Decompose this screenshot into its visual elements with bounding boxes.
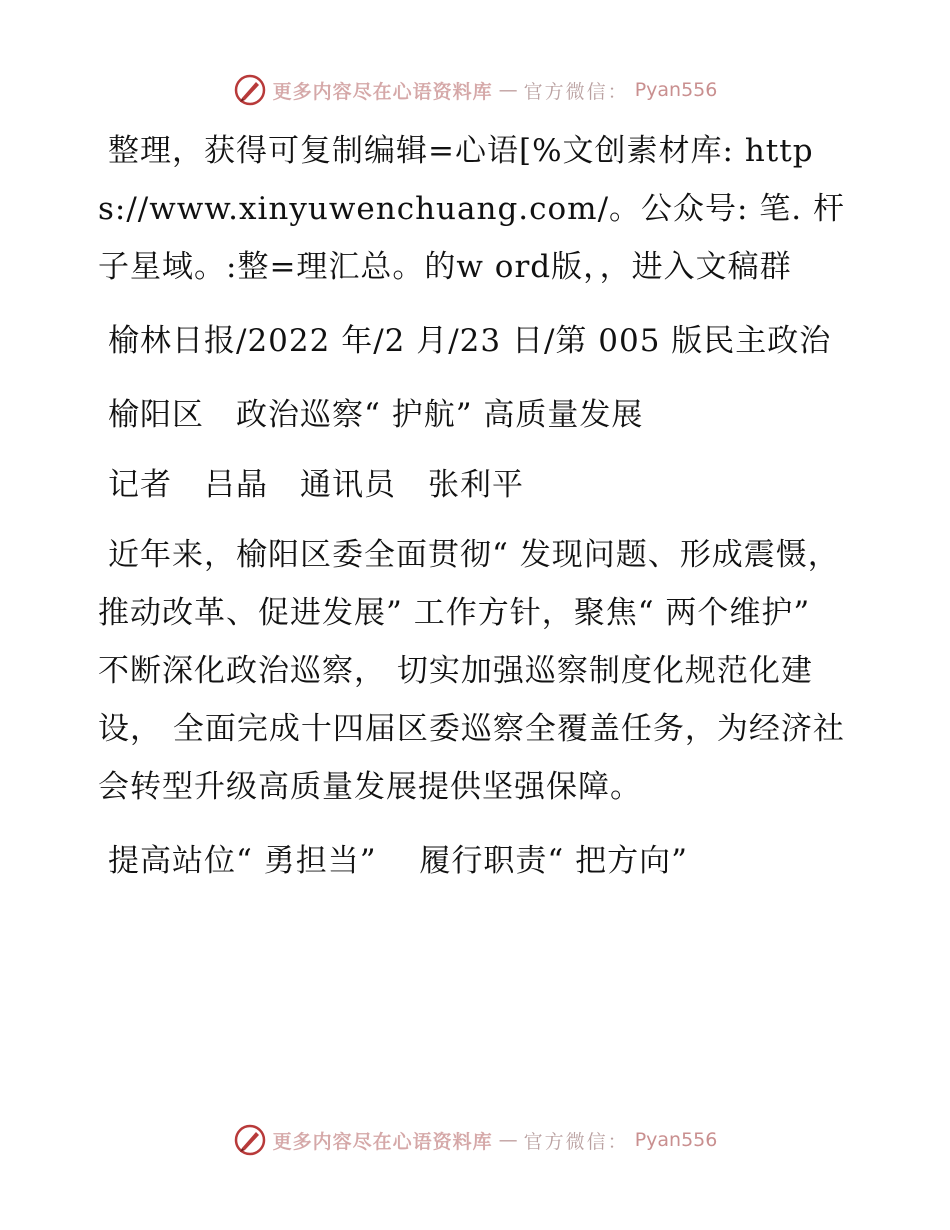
quill-logo-icon — [233, 73, 267, 107]
watermark-handle: Pyan556 — [634, 79, 718, 101]
quill-logo-icon — [233, 1123, 267, 1157]
byline: 记者 吕晶 通讯员 张利平 — [108, 467, 524, 503]
watermark-brand: 更多内容尽在心语资料库 — [272, 80, 493, 103]
watermark-handle: Pyan556 — [634, 1129, 718, 1151]
watermark-official-label: 官方微信： — [523, 80, 629, 103]
watermark-dash: — — [498, 79, 518, 101]
watermark-brand: 更多内容尽在心语资料库 — [272, 1130, 493, 1153]
watermark-official-label: 官方微信： — [523, 1130, 629, 1153]
watermark-header — [0, 70, 950, 110]
watermark-dash: — — [498, 1129, 518, 1151]
document-body — [98, 122, 850, 906]
article-title: 榆阳区 政治巡察“ 护航” 高质量发展 — [108, 397, 644, 433]
intro-paragraph: 整理，获得可复制编辑=心语[%文创素材库: https://www.xinyuwenchuang.com/。公众号: 笔. 杆子星域。:整=理汇总。的w ord版，，进入文稿群 — [98, 133, 846, 285]
section-heading: 提高站位“ 勇担当” 履行职责“ 把方向” — [108, 843, 688, 879]
body-paragraph: 近年来，榆阳区委全面贯彻“ 发现问题、形成震慑，推动改革、促进发展” 工作方针，聚焦“ 两个维护” 不断深化政治巡察， 切实加强巡察制度化规范化建设， 全面完成十四届区委巡察全覆盖任务，为经济社会转型升级高质量发展提供坚强保障。 — [98, 537, 845, 805]
source-line: 榆林日报/2022 年/2 月/23 日/第 005 版民主政治 — [108, 323, 832, 359]
watermark-footer — [0, 1120, 950, 1160]
